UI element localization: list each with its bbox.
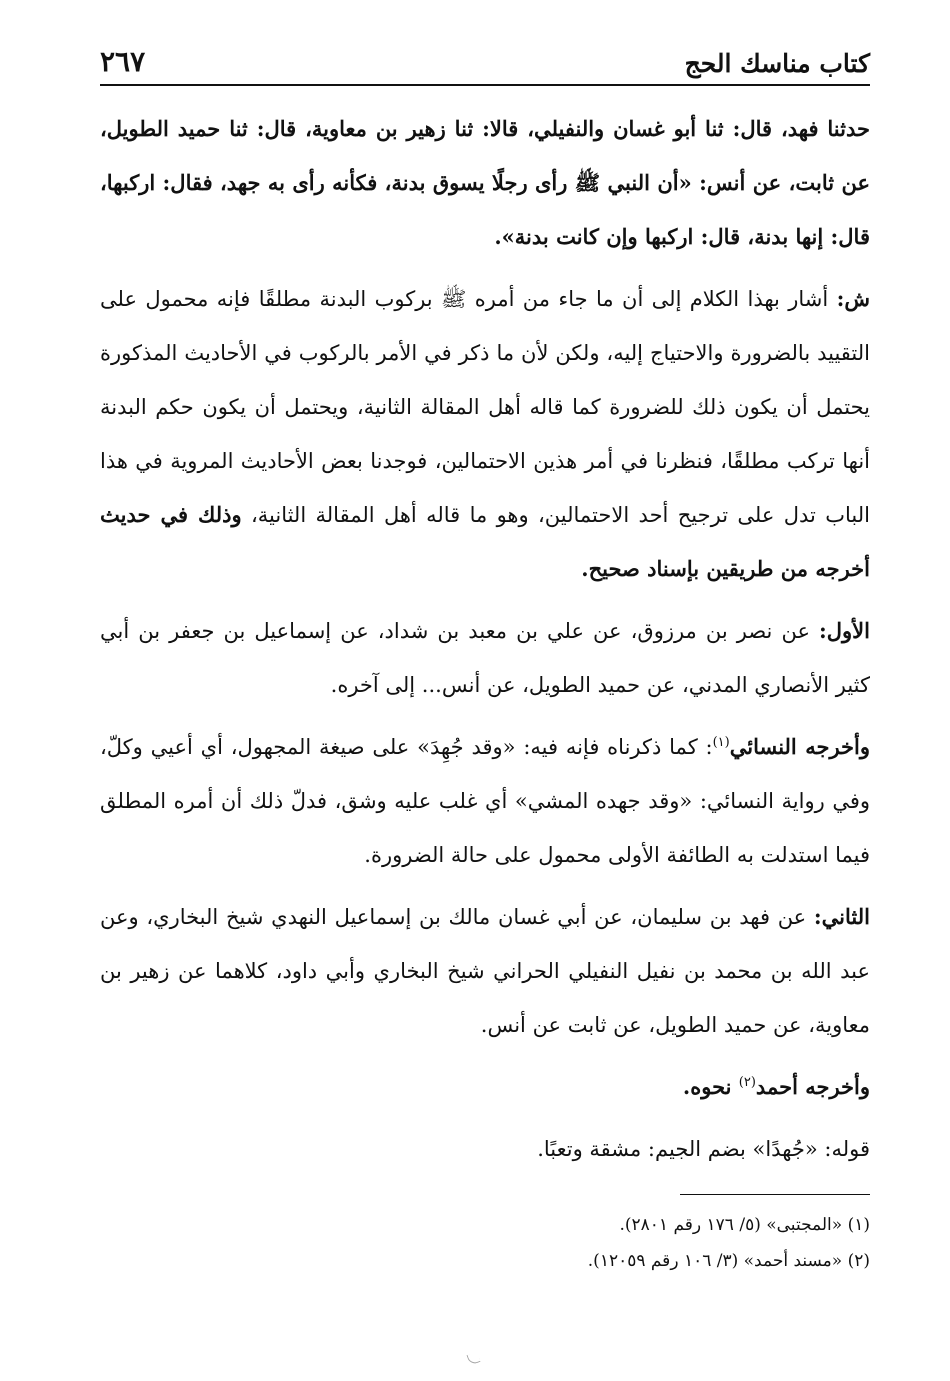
gloss-paragraph	[100, 1122, 870, 1176]
commentary-text: أشار بهذا الكلام إلى أن ما جاء من أمره ﷺ بركوب البدنة مطلقًا فإنه محمول على التقييد بالضرورة والاحتياج إليه، ولكن لأن ما ذكر في الأمر بالركوب في الأحاديث المذكورة يحتمل أن يكون ذلك للضرورة كما قاله أهل المقالة الثانية، ويحتمل أن يكون حكم البدنة أنها تركب مطلقًا، فنظرنا في أمر هذين الاحتمالين، فوجدنا بعض الأحاديث المروية في هذا الباب تدل على ترجيح أحد الاحتمالين، وهو ما قاله أهل المقالة الثانية،	[100, 287, 870, 527]
ahmad-text: نحوه.	[682, 1074, 739, 1099]
footnote-1: (١) «المجتبى» (٥/ ١٧٦ رقم ٢٨٠١).	[619, 1215, 870, 1235]
first-chain-paragraph	[100, 604, 870, 712]
first-chain-label: الأول:	[819, 618, 870, 643]
scan-mark-icon	[466, 1351, 480, 1365]
first-chain-text: عن نصر بن مرزوق، عن علي بن معبد بن شداد، عن إسماعيل بن جعفر بن أبي كثير الأنصاري المدني، عن حميد الطويل، عن أنس... إلى آخره.	[100, 619, 870, 697]
nasai-text: : كما ذكرناه فإنه فيه: «وقد جُهِدَ» على صيغة المجهول، أي أعيي وكلّ، وفي رواية النسائي: «وقد جهده المشي» أي غلب عليه وشق، فدلّ ذلك أن أمره المطلق فيما استدلت به الطائفة الأولى محمول على حالة الضرورة.	[100, 735, 870, 867]
hadith-paragraph	[100, 102, 870, 264]
running-title: كتاب مناسك الحج	[684, 49, 870, 78]
page-body	[100, 102, 870, 1176]
footnotes	[100, 1207, 870, 1279]
commentary-label: ش:	[836, 286, 870, 311]
hadith-text: حدثنا فهد، قال: ثنا أبو غسان والنفيلي، قالا: ثنا زهير بن معاوية، قال: ثنا حميد الطويل، عن ثابت، عن أنس: «أن النبي ﷺ رأى رجلًا يسوق بدنة، فكأنه رأى به جهد، فقال: اركبها، قال: إنها بدنة، قال: اركبها وإن كانت بدنة».	[100, 116, 870, 249]
footnote-ref-1[interactable]: (١)	[712, 735, 730, 750]
book-page	[100, 34, 870, 1279]
nasai-paragraph	[100, 720, 870, 882]
second-chain-text: عن فهد بن سليمان، عن أبي غسان مالك بن إسماعيل النهدي شيخ البخاري، وعن عبد الله بن محمد بن نفيل النفيلي الحراني شيخ البخاري وأبي داود، كلاهما عن زهير بن معاوية، عن حميد الطويل، عن ثابت عن أنس.	[100, 905, 870, 1037]
second-chain-paragraph	[100, 890, 870, 1052]
page-header	[100, 34, 870, 86]
gloss-text: قوله: «جُهدًا» بضم الجيم: مشقة وتعبًا.	[537, 1137, 870, 1161]
page-number: ٢٦٧	[100, 45, 146, 78]
nasai-label: وأخرجه النسائي	[729, 734, 870, 759]
ahmad-label: وأخرجه أحمد	[755, 1074, 870, 1099]
ahmad-paragraph	[100, 1060, 870, 1114]
commentary-paragraph	[100, 272, 870, 596]
commentary-bold-text: وذلك في حديث أخرجه من طريقين بإسناد صحيح.	[100, 502, 870, 581]
footnote-ref-2[interactable]: (٢)	[738, 1075, 756, 1090]
second-chain-label: الثاني:	[813, 904, 870, 929]
footnote-divider	[680, 1194, 870, 1195]
footnote-2: (٢) «مسند أحمد» (٣/ ١٠٦ رقم ١٢٠٥٩).	[587, 1251, 870, 1271]
